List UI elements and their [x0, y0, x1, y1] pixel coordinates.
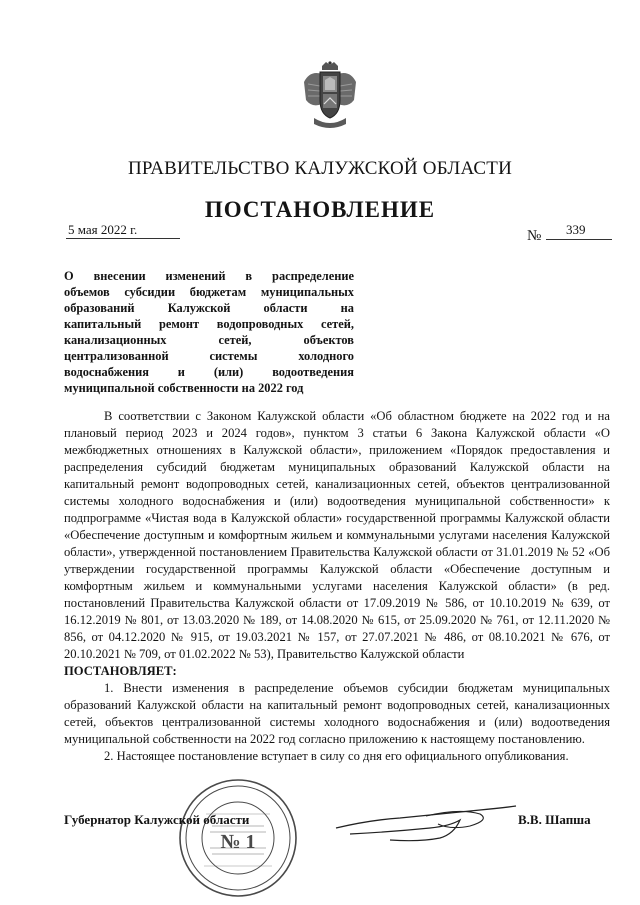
document-number: 339	[566, 222, 586, 237]
document-type-title: ПОСТАНОВЛЕНИЕ	[204, 197, 436, 222]
subject-line: объемов субсидии бюджетам муниципальных	[64, 285, 354, 299]
subject-line: централизованной системы холодного	[64, 349, 354, 363]
signatory-name: В.В. Шапша	[518, 812, 591, 827]
resolution-item-1: 1. Внести изменения в распределение объемов субсидии бюджетам муниципальных образований Калужской области на капитальный ремонт водопроводных сетей, канализационных сетей, объектов централизованной системы холодного водоснабжения и (или) водоотведения муниципальной собственности на 2022 год согласно приложению к настоящему постановлению.	[64, 681, 610, 746]
stamp-number: № 1	[220, 831, 256, 853]
organization-title: ПРАВИТЕЛЬСТВО КАЛУЖСКОЙ ОБЛАСТИ	[127, 158, 513, 179]
handwritten-signature-icon	[330, 790, 520, 850]
subject-line: канализационных сетей, объектов	[64, 333, 354, 347]
document-subject	[64, 268, 354, 396]
resolves-heading: ПОСТАНОВЛЯЕТ:	[64, 664, 177, 678]
subject-line: муниципальной собственности на 2022 год	[64, 381, 304, 395]
subject-line: О внесении изменений в распределение	[64, 269, 354, 283]
preamble-paragraph: В соответствии с Законом Калужской области «Об областном бюджете на 2022 год и на плановый период 2023 и 2024 годов», пунктом 3 статьи 6 Закона Калужской области «О межбюджетных отношениях в Калужской области», приложением «Порядок предоставления и распределения субсидий бюджетам муниципальных образований Калужской области на капитальный ремонт водопроводных сетей, канализационных сетей, объектов централизованной системы холодного водоснабжения и (или) водоотведения муниципальной собственности» к подпрограмме «Чистая вода в Калужской области» государственной программы Калужской области «Обеспечение доступным и комфортным жильем и коммунальными услугами населения Калужской области», утвержденной постановлением Правительства Калужской области от 31.01.2019 № 52 «Об утверждении государственной программы Калужской области «Обеспечение доступным и комфортным жильем и коммунальными услугами населения Калужской области» (в ред. постановлений Правительства Калужской области от 17.09.2019 № 586, от 10.10.2019 № 639, от 16.12.2019 № 801, от 13.03.2020 № 189, от 14.08.2020 № 615, от 25.09.2020 № 761, от 12.11.2020 № 856, от 04.12.2020 № 915, от 19.03.2021 № 157, от 27.07.2021 № 486, от 08.10.2021 № 676, от 20.10.2021 № 709, от 01.02.2022 № 53), Правительство Калужской области	[64, 409, 610, 661]
signatory-title: Губернатор Калужской области	[64, 812, 250, 827]
official-stamp-icon	[176, 776, 300, 900]
subject-line: капитальный ремонт водопроводных сетей,	[64, 317, 354, 331]
resolution-item-2: 2. Настоящее постановление вступает в силу со дня его официального опубликования.	[104, 749, 569, 763]
number-label: №	[527, 228, 542, 244]
subject-line: водоснабжения и (или) водоотведения	[64, 365, 354, 379]
subject-line: образований Калужской области на	[64, 301, 354, 315]
date-underline	[66, 238, 180, 239]
document-body	[64, 408, 610, 765]
number-underline	[546, 239, 612, 240]
document-date: 5 мая 2022 г.	[68, 222, 138, 237]
coat-of-arms-icon	[300, 60, 360, 132]
